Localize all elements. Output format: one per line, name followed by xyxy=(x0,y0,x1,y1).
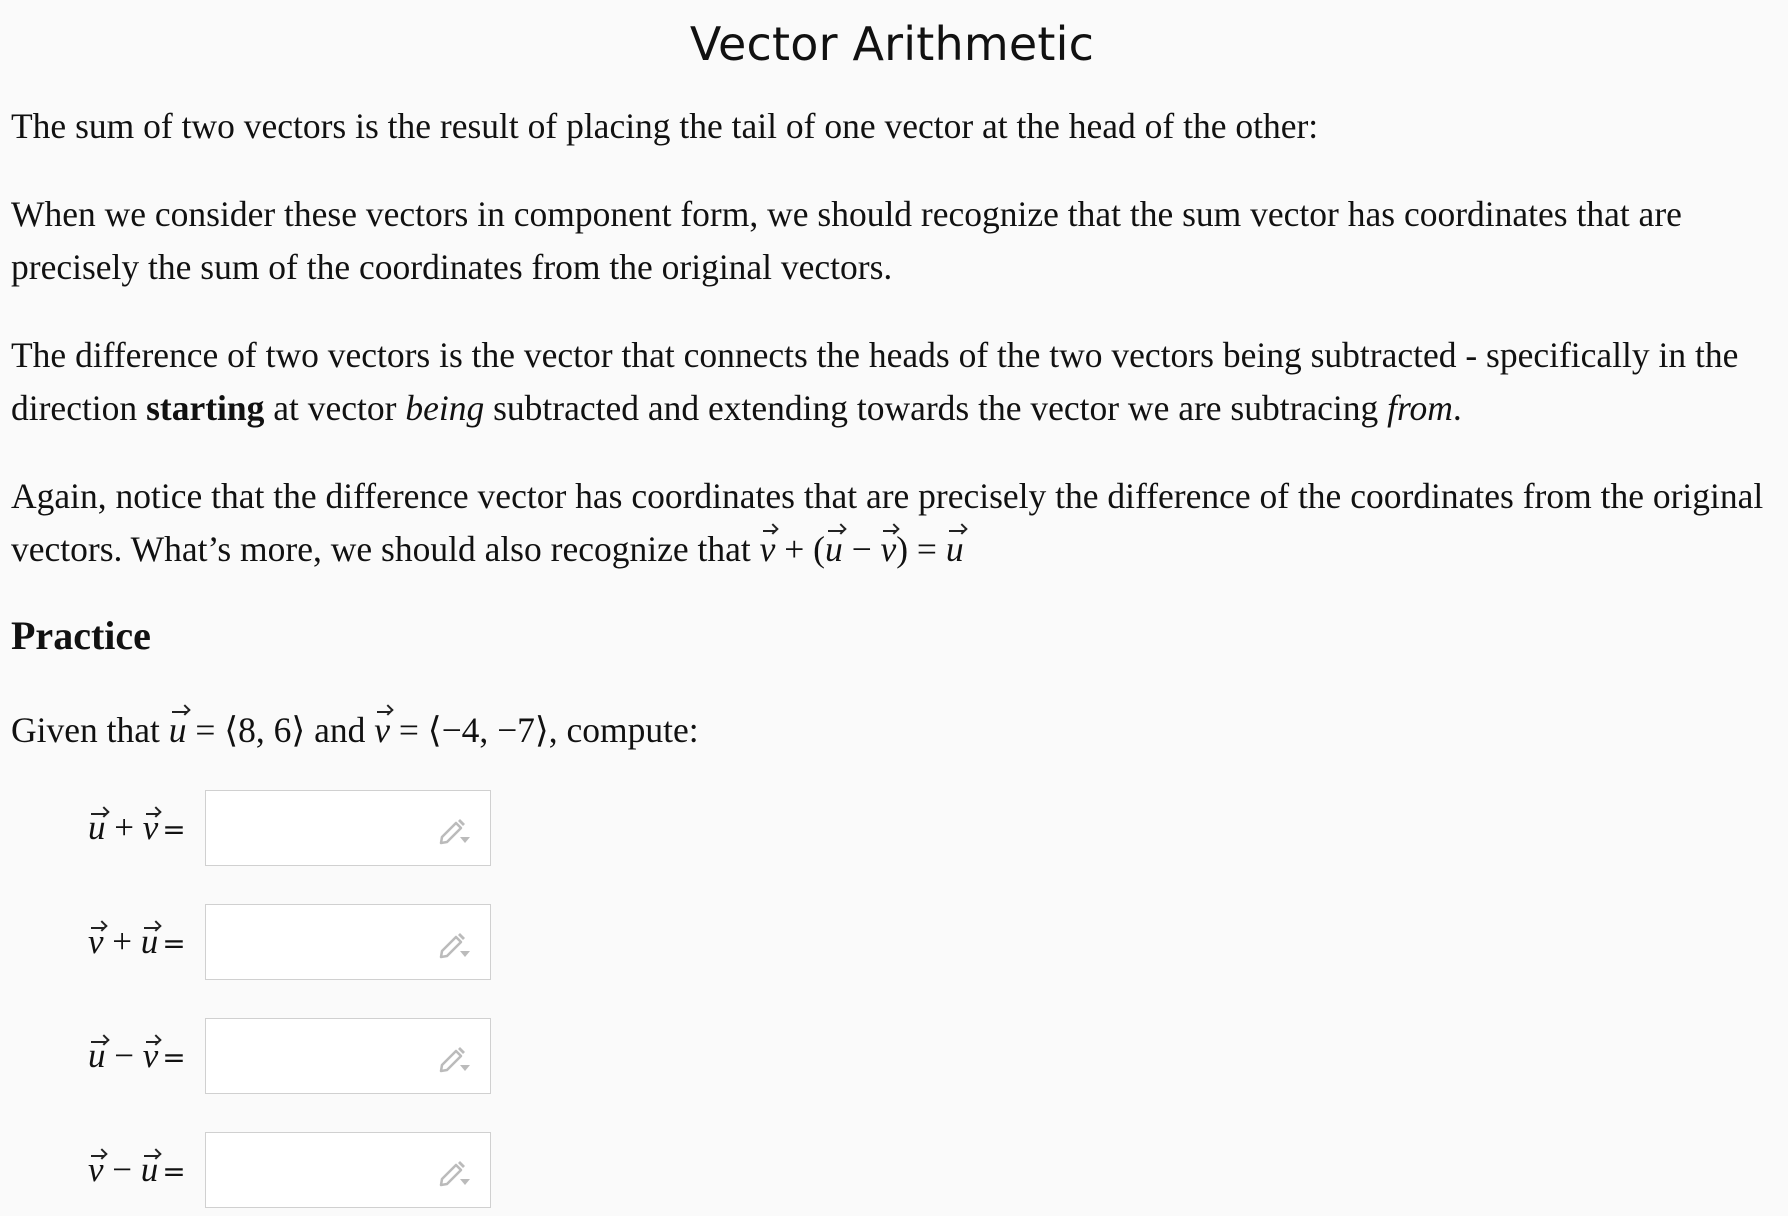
paragraph-sum: The sum of two vectors is the result of placing the tail of one vector at the head of the other: xyxy=(11,106,1319,146)
problem-label xyxy=(88,1034,186,1080)
paragraph-difference-text-d: . xyxy=(1452,388,1462,428)
vector-left: u xyxy=(88,806,106,850)
v-value: = ⟨−4, −7⟩ xyxy=(390,710,549,750)
given-statement xyxy=(11,704,1773,757)
vector-u: u xyxy=(946,523,964,576)
operator: − xyxy=(105,1036,143,1075)
starting-bold: starting xyxy=(146,388,265,428)
vector-right: u xyxy=(141,1148,159,1192)
paragraph-component-form: When we consider these vectors in component form, we should recognize that the sum vector has coordinates that are precisely the sum of the coordinates from the original vectors. xyxy=(11,194,1682,287)
math-close: ) = xyxy=(896,529,946,569)
page-title: Vector Arithmetic xyxy=(689,17,1095,71)
given-suffix: , compute: xyxy=(548,710,699,750)
problem-label xyxy=(88,806,186,852)
equals-sign: = xyxy=(162,1041,186,1074)
u-value: = ⟨8, 6⟩ xyxy=(186,710,306,750)
vector-v: v xyxy=(374,704,390,757)
paragraph-again-text: Again, notice that the difference vector has coordinates that are precisely the difference of the coordinates from the original vectors. What’s more, we should also recognize that xyxy=(11,476,1764,569)
answer-input-u-minus-v[interactable] xyxy=(205,1018,491,1094)
paragraph-difference-text-b: at vector xyxy=(264,388,406,428)
pencil-dropdown-icon[interactable] xyxy=(438,1157,472,1187)
paragraph-difference xyxy=(11,329,1773,435)
from-italic: from xyxy=(1387,388,1453,428)
vector-left: v xyxy=(88,1148,104,1192)
math-minus: − xyxy=(842,529,881,569)
answer-input-v-minus-u[interactable] xyxy=(205,1132,491,1208)
vector-v: v xyxy=(760,523,776,576)
operator: + xyxy=(103,922,141,961)
vector-right: v xyxy=(143,806,159,850)
vector-left: u xyxy=(88,1034,106,1078)
vector-u: u xyxy=(825,523,843,576)
problem-row xyxy=(80,1132,500,1208)
problem-row xyxy=(80,1018,500,1094)
answer-input-v-plus-u[interactable] xyxy=(205,904,491,980)
vector-right: u xyxy=(141,920,159,964)
pencil-dropdown-icon[interactable] xyxy=(438,929,472,959)
vector-right: v xyxy=(143,1034,159,1078)
given-and: and xyxy=(305,710,375,750)
vector-v: v xyxy=(880,523,896,576)
operator: − xyxy=(103,1150,141,1189)
given-prefix: Given that xyxy=(11,710,169,750)
vector-u: u xyxy=(169,704,187,757)
problem-row xyxy=(80,790,500,866)
equals-sign: = xyxy=(162,813,186,846)
paragraph-again xyxy=(11,470,1773,576)
answer-input-u-plus-v[interactable] xyxy=(205,790,491,866)
problem-label xyxy=(88,920,186,966)
page-content xyxy=(11,0,1773,757)
equals-sign: = xyxy=(162,927,186,960)
problem-label xyxy=(88,1148,186,1194)
math-plus: + ( xyxy=(775,529,825,569)
pencil-dropdown-icon[interactable] xyxy=(438,815,472,845)
practice-heading: Practice xyxy=(11,613,151,658)
problem-row xyxy=(80,904,500,980)
operator: + xyxy=(105,808,143,847)
paragraph-difference-text-a: The difference of two vectors is the vector that connects the heads of the two vectors being subtracted - specifically in the direction xyxy=(11,335,1739,428)
pencil-dropdown-icon[interactable] xyxy=(438,1043,472,1073)
vector-left: v xyxy=(88,920,104,964)
paragraph-difference-text-c: subtracted and extending towards the vector we are subtracing xyxy=(484,388,1388,428)
being-italic: being xyxy=(405,388,485,428)
equals-sign: = xyxy=(162,1155,186,1188)
